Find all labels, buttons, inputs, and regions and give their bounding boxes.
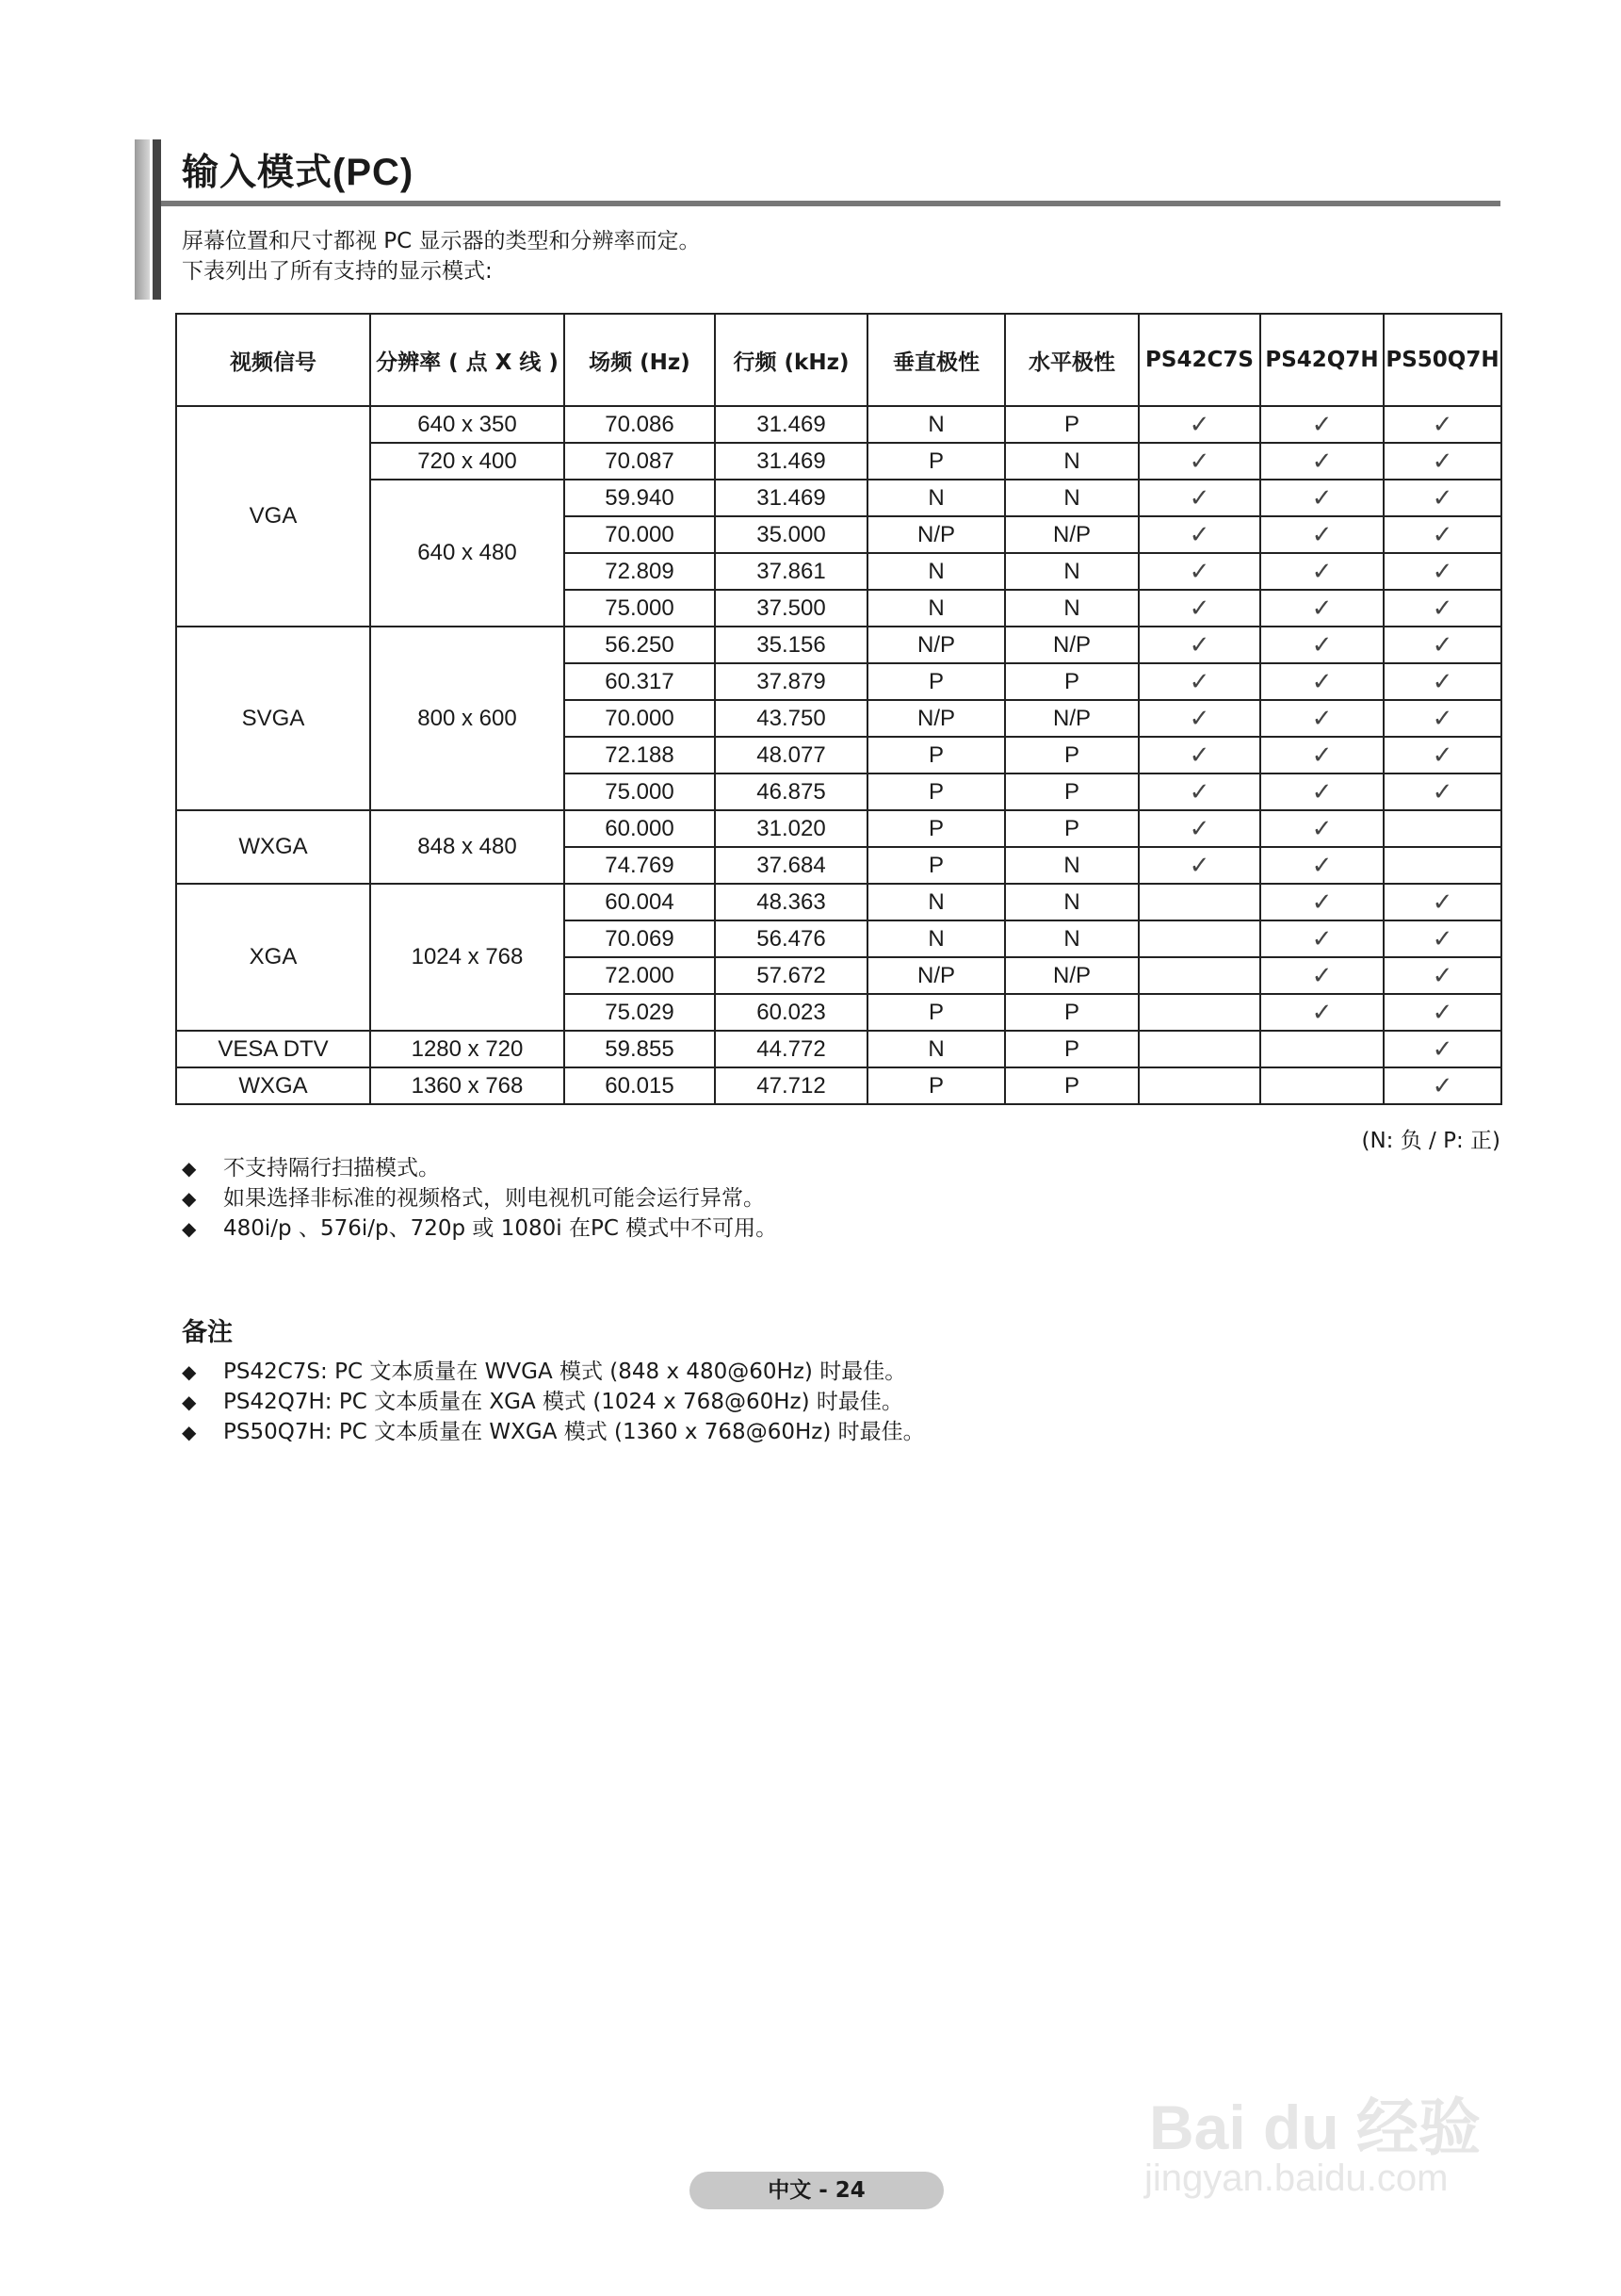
vpolarity-cell: P [867,847,1005,884]
support-cell [1260,773,1384,810]
support-cell [1139,590,1260,627]
vfreq-cell: 60.015 [564,1067,715,1104]
support-cell [1384,884,1501,920]
hfreq-cell: 37.684 [715,847,867,884]
resolution-cell: 1280 x 720 [370,1031,564,1067]
page-number: 中文 - 24 [689,2172,944,2209]
support-cell [1384,847,1501,884]
vpolarity-cell: P [867,1067,1005,1104]
check-icon: ✓ [1189,851,1210,880]
column-header: 视频信号 [176,314,370,406]
info-bullets [182,1153,777,1244]
polarity-legend: (N: 负 / P: 正) [1361,1129,1500,1153]
resolution-cell: 640 x 350 [370,406,564,443]
vfreq-cell: 72.809 [564,553,715,590]
hpolarity-cell: P [1005,663,1139,700]
check-icon: ✓ [1311,814,1333,843]
check-icon: ✓ [1189,483,1210,513]
vpolarity-cell: N [867,480,1005,516]
support-cell [1139,553,1260,590]
support-cell [1260,810,1384,847]
check-icon: ✓ [1432,1071,1453,1100]
check-icon: ✓ [1311,777,1333,806]
vpolarity-cell: N [867,406,1005,443]
vpolarity-cell: N/P [867,627,1005,663]
hpolarity-cell: N/P [1005,516,1139,553]
support-cell [1139,737,1260,773]
support-cell [1260,1067,1384,1104]
check-icon: ✓ [1432,447,1453,476]
support-cell [1384,406,1501,443]
hpolarity-cell: N [1005,884,1139,920]
vfreq-cell: 70.086 [564,406,715,443]
support-cell [1139,810,1260,847]
check-icon: ✓ [1432,961,1453,990]
check-icon: ✓ [1432,594,1453,623]
hpolarity-cell: N [1005,590,1139,627]
hpolarity-cell: N/P [1005,700,1139,737]
check-icon: ✓ [1311,998,1333,1027]
check-icon: ✓ [1432,887,1453,917]
check-icon: ✓ [1189,667,1210,696]
hpolarity-cell: N [1005,480,1139,516]
resolution-cell: 1360 x 768 [370,1067,564,1104]
hfreq-cell: 44.772 [715,1031,867,1067]
support-cell [1260,590,1384,627]
notes-list [182,1357,925,1447]
vfreq-cell: 74.769 [564,847,715,884]
hfreq-cell: 31.020 [715,810,867,847]
check-icon: ✓ [1311,667,1333,696]
support-cell [1139,920,1260,957]
intro-line: 屏幕位置和尺寸都视 PC 显示器的类型和分辨率而定。 [182,229,701,253]
check-icon: ✓ [1189,814,1210,843]
check-icon: ✓ [1432,998,1453,1027]
check-icon: ✓ [1311,557,1333,586]
hpolarity-cell: P [1005,1067,1139,1104]
support-cell [1384,553,1501,590]
check-icon: ✓ [1311,410,1333,439]
check-icon: ✓ [1189,777,1210,806]
support-cell [1139,516,1260,553]
hpolarity-cell: P [1005,737,1139,773]
support-cell [1260,627,1384,663]
support-cell [1260,847,1384,884]
column-header: 垂直极性 [867,314,1005,406]
check-icon: ✓ [1432,1034,1453,1064]
watermark-url: jingyan.baidu.com [1144,2158,1449,2199]
table-row [176,627,1501,663]
page-title-suffix: (PC) [332,152,414,193]
support-cell [1260,957,1384,994]
table-row [176,1031,1501,1067]
support-cell [1260,663,1384,700]
title-accent-bar [135,139,150,300]
support-cell [1260,737,1384,773]
vfreq-cell: 60.004 [564,884,715,920]
check-icon: ✓ [1189,520,1210,549]
support-cell [1139,700,1260,737]
check-icon: ✓ [1311,741,1333,770]
vfreq-cell: 70.000 [564,516,715,553]
check-icon: ✓ [1311,961,1333,990]
support-cell [1260,516,1384,553]
support-cell [1260,884,1384,920]
hpolarity-cell: P [1005,810,1139,847]
vfreq-cell: 60.317 [564,663,715,700]
check-icon: ✓ [1432,704,1453,733]
support-cell [1384,994,1501,1031]
support-cell [1139,957,1260,994]
support-cell [1384,700,1501,737]
page-title-main: 输入模式 [182,152,333,194]
table-header-row [176,314,1501,406]
check-icon: ✓ [1311,887,1333,917]
signal-cell: WXGA [176,1067,370,1104]
column-header: PS42C7S [1139,314,1260,406]
support-cell [1384,920,1501,957]
check-icon: ✓ [1432,924,1453,953]
support-cell [1260,920,1384,957]
resolution-cell: 640 x 480 [370,480,564,627]
vpolarity-cell: N [867,553,1005,590]
hfreq-cell: 31.469 [715,406,867,443]
table-row [176,1067,1501,1104]
title-accent-bar-dark [153,139,161,300]
signal-cell: VGA [176,406,370,627]
vpolarity-cell: N [867,920,1005,957]
vpolarity-cell: P [867,737,1005,773]
hpolarity-cell: N [1005,443,1139,480]
hpolarity-cell: N [1005,553,1139,590]
vpolarity-cell: N [867,590,1005,627]
vfreq-cell: 75.029 [564,994,715,1031]
vpolarity-cell: P [867,810,1005,847]
vfreq-cell: 60.000 [564,810,715,847]
table-row [176,406,1501,443]
check-icon: ✓ [1432,667,1453,696]
check-icon: ✓ [1311,924,1333,953]
signal-cell: VESA DTV [176,1031,370,1067]
check-icon: ✓ [1311,447,1333,476]
check-icon: ✓ [1189,704,1210,733]
support-cell [1384,737,1501,773]
vfreq-cell: 75.000 [564,773,715,810]
bullet-item: ◆ 如果选择非标准的视频格式，则电视机可能会运行异常。 [182,1183,777,1213]
resolution-cell: 720 x 400 [370,443,564,480]
support-cell [1139,663,1260,700]
support-cell [1384,1067,1501,1104]
hfreq-cell: 37.861 [715,553,867,590]
column-header: 场频 (Hz) [564,314,715,406]
vfreq-cell: 59.940 [564,480,715,516]
vfreq-cell: 59.855 [564,1031,715,1067]
resolution-cell: 1024 x 768 [370,884,564,1031]
support-cell [1260,406,1384,443]
support-cell [1384,443,1501,480]
hfreq-cell: 37.879 [715,663,867,700]
support-cell [1260,994,1384,1031]
support-cell [1384,590,1501,627]
hfreq-cell: 31.469 [715,443,867,480]
support-cell [1384,810,1501,847]
support-cell [1384,480,1501,516]
hfreq-cell: 48.077 [715,737,867,773]
check-icon: ✓ [1189,741,1210,770]
support-cell [1139,773,1260,810]
note-item: ◆ PS42C7S: PC 文本质量在 WVGA 模式 (848 x 480@60Hz) 时最佳。 [182,1357,925,1387]
support-cell [1139,480,1260,516]
check-icon: ✓ [1311,483,1333,513]
hpolarity-cell: P [1005,1031,1139,1067]
check-icon: ✓ [1189,594,1210,623]
hpolarity-cell: N [1005,920,1139,957]
support-cell [1139,406,1260,443]
intro-line: 下表列出了所有支持的显示模式: [182,259,493,284]
vfreq-cell: 72.000 [564,957,715,994]
support-cell [1139,443,1260,480]
support-cell [1139,1031,1260,1067]
check-icon: ✓ [1432,520,1453,549]
hfreq-cell: 57.672 [715,957,867,994]
support-cell [1384,516,1501,553]
support-cell [1384,663,1501,700]
page-title [182,143,413,196]
hfreq-cell: 48.363 [715,884,867,920]
hpolarity-cell: P [1005,406,1139,443]
vfreq-cell: 72.188 [564,737,715,773]
hfreq-cell: 60.023 [715,994,867,1031]
check-icon: ✓ [1311,704,1333,733]
table-row [176,480,1501,516]
resolution-cell: 848 x 480 [370,810,564,884]
check-icon: ✓ [1189,410,1210,439]
support-cell [1384,627,1501,663]
table-row [176,443,1501,480]
check-icon: ✓ [1432,410,1453,439]
check-icon: ✓ [1311,594,1333,623]
support-cell [1260,480,1384,516]
check-icon: ✓ [1432,630,1453,659]
vfreq-cell: 70.087 [564,443,715,480]
note-item: ◆ PS50Q7H: PC 文本质量在 WXGA 模式 (1360 x 768@60Hz) 时最佳。 [182,1417,925,1447]
hpolarity-cell: N [1005,847,1139,884]
support-cell [1139,627,1260,663]
table-row [176,810,1501,847]
notes-heading: 备注 [182,1318,233,1347]
hfreq-cell: 37.500 [715,590,867,627]
check-icon: ✓ [1432,483,1453,513]
check-icon: ✓ [1189,630,1210,659]
hpolarity-cell: N/P [1005,627,1139,663]
column-header: PS42Q7H [1260,314,1384,406]
support-cell [1139,994,1260,1031]
vpolarity-cell: P [867,663,1005,700]
hfreq-cell: 43.750 [715,700,867,737]
intro-text [182,226,701,286]
column-header: PS50Q7H [1384,314,1501,406]
hfreq-cell: 46.875 [715,773,867,810]
title-rule [161,201,1500,206]
display-modes-table [175,313,1502,1105]
signal-cell: WXGA [176,810,370,884]
support-cell [1139,884,1260,920]
hpolarity-cell: P [1005,994,1139,1031]
support-cell [1139,1067,1260,1104]
check-icon: ✓ [1311,851,1333,880]
check-icon: ✓ [1311,630,1333,659]
support-cell [1260,553,1384,590]
check-icon: ✓ [1189,447,1210,476]
check-icon: ✓ [1432,557,1453,586]
vpolarity-cell: P [867,773,1005,810]
vpolarity-cell: N/P [867,700,1005,737]
signal-cell: SVGA [176,627,370,810]
vpolarity-cell: N/P [867,957,1005,994]
vfreq-cell: 70.000 [564,700,715,737]
note-item: ◆ PS42Q7H: PC 文本质量在 XGA 模式 (1024 x 768@60Hz) 时最佳。 [182,1387,925,1417]
signal-cell: XGA [176,884,370,1031]
watermark-logo: Bai du 经验 [1149,2092,1482,2162]
column-header: 水平极性 [1005,314,1139,406]
support-cell [1384,957,1501,994]
column-header: 分辨率 ( 点 X 线 ) [370,314,564,406]
support-cell [1260,700,1384,737]
vfreq-cell: 75.000 [564,590,715,627]
support-cell [1384,1031,1501,1067]
support-cell [1260,1031,1384,1067]
bullet-item: ◆ 不支持隔行扫描模式。 [182,1153,777,1183]
vpolarity-cell: P [867,994,1005,1031]
hfreq-cell: 56.476 [715,920,867,957]
support-cell [1384,773,1501,810]
hfreq-cell: 35.156 [715,627,867,663]
resolution-cell: 800 x 600 [370,627,564,810]
check-icon: ✓ [1432,777,1453,806]
table-row [176,884,1501,920]
vpolarity-cell: N/P [867,516,1005,553]
vpolarity-cell: P [867,443,1005,480]
support-cell [1260,443,1384,480]
vfreq-cell: 56.250 [564,627,715,663]
bullet-item: ◆ 480i/p 、576i/p、720p 或 1080i 在PC 模式中不可用。 [182,1213,777,1244]
hpolarity-cell: P [1005,773,1139,810]
hfreq-cell: 31.469 [715,480,867,516]
check-icon: ✓ [1311,520,1333,549]
vfreq-cell: 70.069 [564,920,715,957]
check-icon: ✓ [1432,741,1453,770]
vpolarity-cell: N [867,884,1005,920]
hfreq-cell: 47.712 [715,1067,867,1104]
check-icon: ✓ [1189,557,1210,586]
hfreq-cell: 35.000 [715,516,867,553]
support-cell [1139,847,1260,884]
vpolarity-cell: N [867,1031,1005,1067]
column-header: 行频 (kHz) [715,314,867,406]
hpolarity-cell: N/P [1005,957,1139,994]
